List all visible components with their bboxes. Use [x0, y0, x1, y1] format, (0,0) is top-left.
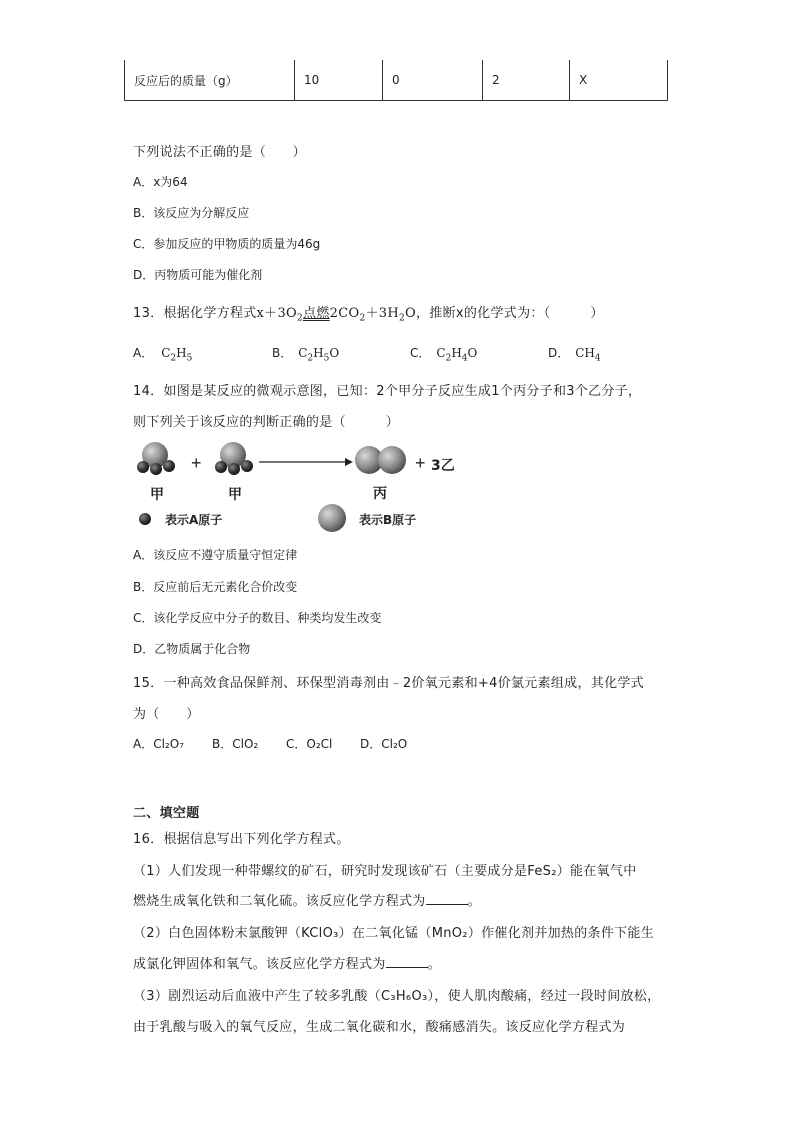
- q15-option-b: B．ClO₂: [212, 737, 259, 751]
- section-title-fill-blank: 二、填空题: [133, 806, 200, 821]
- q16-part3-line2: 由于乳酸与吸入的氧气反应，生成二氧化碳和水，酸痛感消失。该反应化学方程式为: [133, 1020, 626, 1035]
- q13-option-d: D． $CH_4$: [548, 346, 601, 364]
- mass-table: [124, 60, 668, 101]
- q13-equation: $x+3O_2$点燃$2CO_2+3H_2O$: [256, 306, 416, 324]
- q14-option-a: A．该反应不遵守质量守恒定律: [133, 548, 298, 562]
- q16-part1-line2: 燃烧生成氧化铁和二氧化硫。该反应化学方程式为 。: [133, 894, 481, 909]
- q15-stem-line1: 15．一种高效食品保鲜剂、环保型消毒剂由﹣2价氧元素和+4价氯元素组成，其化学式: [133, 676, 644, 691]
- q12-option-c: C．参加反应的甲物质的质量为46g: [133, 237, 321, 251]
- table-row-label: 反应后的质量（g）: [125, 60, 295, 101]
- table-row: [125, 60, 668, 101]
- molecule-jia-1: [137, 442, 175, 475]
- answer-blank-1[interactable]: [426, 892, 468, 905]
- q16-stem: 16．根据信息写出下列化学方程式。: [133, 832, 350, 847]
- q12-option-b: B．该反应为分解反应: [133, 206, 250, 220]
- q14-stem-line1: 14．如图是某反应的微观示意图，已知：2个甲分子反应生成1个丙分子和3个乙分子，: [133, 384, 642, 399]
- q13-option-b: B． $C_2H_5O$: [272, 346, 340, 364]
- label-bing: 丙: [373, 486, 387, 502]
- q13-stem: 13．根据化学方程式$x+3O_2$点燃$2CO_2+3H_2O$，推断x的化学式为：（ ）: [133, 306, 604, 324]
- q16-part2-line2: 成氯化钾固体和氧气。该反应化学方程式为 。: [133, 957, 442, 972]
- product-yi-label: 3乙: [431, 458, 455, 474]
- label-jia-2: 甲: [228, 487, 242, 503]
- legend-b-label: 表示B原子: [359, 513, 417, 527]
- molecule-bing: [355, 446, 406, 474]
- molecule-jia-2: [215, 442, 253, 475]
- legend-b-atom-icon: [318, 504, 346, 532]
- label-jia-1: 甲: [150, 487, 164, 503]
- q12-stem: 下列说法不正确的是（ ）: [133, 145, 306, 160]
- legend-a-label: 表示A原子: [165, 513, 223, 527]
- q15-option-d: D．Cl₂O: [360, 737, 408, 751]
- q12-option-d: D．丙物质可能为催化剂: [133, 268, 263, 282]
- q14-option-c: C．该化学反应中分子的数目、种类均发生改变: [133, 611, 382, 625]
- legend-a-atom-icon: [139, 513, 151, 525]
- q13-option-a: A． $C_2H_5$: [133, 346, 193, 364]
- table-cell-jia: 10: [295, 60, 383, 101]
- table-cell-bing: 2: [483, 60, 570, 101]
- table-cell-ding: X: [570, 60, 668, 101]
- answer-blank-2[interactable]: [386, 955, 428, 968]
- reaction-diagram: [133, 440, 455, 535]
- plus-sign-1: +: [191, 453, 202, 473]
- q15-option-a: A．Cl₂O₇: [133, 737, 184, 751]
- reaction-arrow: [259, 458, 353, 466]
- plus-sign-2: +: [415, 453, 426, 473]
- q15-stem-line2: 为（ ）: [133, 707, 200, 722]
- q14-option-b: B．反应前后无元素化合价改变: [133, 580, 298, 594]
- q16-part2-line1: （2）白色固体粉末氯酸钾（KClO₃）在二氧化锰（MnO₂）作催化剂并加热的条件下能生: [133, 926, 655, 941]
- q15-option-c: C．O₂Cl: [286, 737, 333, 751]
- q12-option-a: A．x为64: [133, 175, 188, 189]
- q16-part1-line1: （1）人们发现一种带螺纹的矿石，研究时发现该矿石（主要成分是FeS₂）能在氧气中: [133, 864, 637, 879]
- q14-option-d: D．乙物质属于化合物: [133, 642, 251, 656]
- q16-part3-line1: （3）剧烈运动后血液中产生了较多乳酸（C₃H₆O₃），使人肌肉酸痛，经过一段时间放松，: [133, 989, 661, 1004]
- q13-option-c: C． $C_2H_4O$: [410, 346, 478, 364]
- table-cell-yi: 0: [383, 60, 483, 101]
- q14-stem-line2: 则下列关于该反应的判断正确的是（ ）: [133, 415, 400, 430]
